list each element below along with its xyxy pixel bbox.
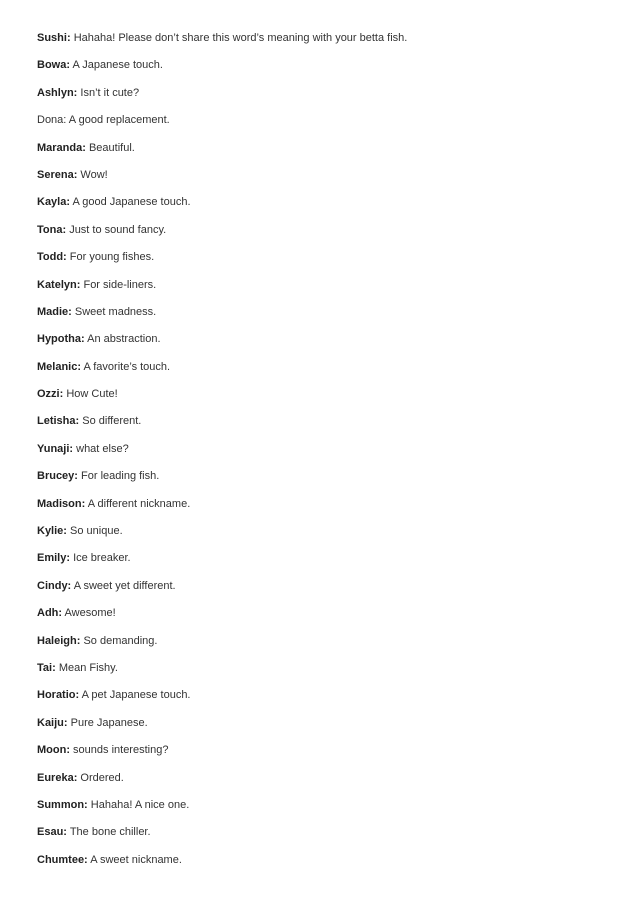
entry-text: Awesome! bbox=[64, 607, 116, 620]
entry-name: Madie: bbox=[37, 305, 72, 318]
name-entry-kayla bbox=[37, 195, 617, 209]
name-entry-bowa bbox=[37, 58, 617, 72]
entry-text: sounds interesting? bbox=[73, 744, 169, 757]
entry-text: Isn’t it cute? bbox=[80, 86, 140, 99]
name-entry-dona bbox=[37, 113, 617, 127]
entry-name: Tona: bbox=[37, 223, 67, 236]
name-entry-moon bbox=[37, 743, 617, 757]
entry-name: Adh: bbox=[37, 607, 63, 620]
entry-text: Hahaha! A nice one. bbox=[90, 798, 190, 811]
name-entry-kaiju bbox=[37, 716, 617, 730]
name-entry-horatio bbox=[37, 688, 617, 702]
entry-text: The bone chiller. bbox=[69, 826, 151, 839]
entry-text: A sweet yet different. bbox=[73, 579, 176, 592]
entry-text: Mean Fishy. bbox=[58, 661, 118, 674]
entry-name: Esau: bbox=[37, 826, 67, 839]
entry-name: Kaiju: bbox=[37, 716, 68, 729]
name-entry-todd bbox=[37, 250, 617, 264]
name-entry-chumtee bbox=[37, 853, 617, 867]
name-entry-cindy bbox=[37, 579, 617, 593]
name-entry-emily bbox=[37, 551, 617, 565]
entry-name: Kylie: bbox=[37, 525, 67, 538]
entry-name: Yunaji: bbox=[37, 442, 74, 455]
entry-name: Katelyn: bbox=[37, 278, 81, 291]
entry-text: An abstraction. bbox=[87, 333, 161, 346]
name-entry-katelyn bbox=[37, 278, 617, 292]
document-page bbox=[37, 31, 617, 880]
name-entry-tai bbox=[37, 661, 617, 675]
name-entry-eureka bbox=[37, 771, 617, 785]
entry-text: Beautiful. bbox=[88, 141, 135, 154]
entry-name: Hypotha: bbox=[37, 333, 85, 346]
entry-text: So different. bbox=[82, 415, 142, 428]
name-entry-sushi bbox=[37, 31, 617, 45]
entry-text: For young fishes. bbox=[69, 251, 155, 264]
entry-name: Letisha: bbox=[37, 415, 80, 428]
entry-name: Bowa: bbox=[37, 59, 70, 72]
entry-text: So demanding. bbox=[83, 634, 158, 647]
entry-name: Moon: bbox=[37, 744, 70, 757]
entry-text: A good Japanese touch. bbox=[72, 196, 191, 209]
entry-text: For side-liners. bbox=[83, 278, 157, 291]
entry-name: Tai: bbox=[37, 661, 56, 674]
name-entry-adh bbox=[37, 606, 617, 620]
entry-name: Emily: bbox=[37, 552, 71, 565]
entry-text: A sweet nickname. bbox=[90, 853, 182, 866]
entry-name: Madison: bbox=[37, 497, 86, 510]
entry-name: Todd: bbox=[37, 251, 67, 264]
entry-text: So unique. bbox=[70, 525, 123, 538]
name-entry-summon bbox=[37, 798, 617, 812]
entry-name: Horatio: bbox=[37, 689, 80, 702]
name-entry-ozzi bbox=[37, 387, 617, 401]
entry-name: Chumtee: bbox=[37, 853, 88, 866]
entry-text: For leading fish. bbox=[81, 470, 160, 483]
name-entry-maranda bbox=[37, 141, 617, 155]
entry-text: Hahaha! Please don’t share this word’s meaning with your betta fish. bbox=[73, 32, 408, 44]
entry-name: Sushi: bbox=[37, 32, 71, 44]
entry-text: A favorite’s touch. bbox=[83, 360, 171, 373]
entry-name: Melanic: bbox=[37, 360, 82, 373]
name-entry-madie bbox=[37, 305, 617, 319]
entry-name: Serena: bbox=[37, 168, 78, 181]
entry-text: what else? bbox=[76, 442, 129, 455]
entry-text: Ordered. bbox=[80, 771, 124, 784]
entry-text: Wow! bbox=[80, 168, 108, 181]
name-entry-letisha bbox=[37, 414, 617, 428]
name-entry-melanic bbox=[37, 360, 617, 374]
name-entry-serena bbox=[37, 168, 617, 182]
entry-text: How Cute! bbox=[66, 388, 118, 401]
entry-text: Sweet madness. bbox=[74, 305, 157, 318]
name-entry-tona bbox=[37, 223, 617, 237]
entry-name: Haleigh: bbox=[37, 634, 81, 647]
entry-name: Eureka: bbox=[37, 771, 78, 784]
entry-text: A pet Japanese touch. bbox=[81, 689, 191, 702]
name-entry-brucey bbox=[37, 469, 617, 483]
entry-name: Kayla: bbox=[37, 196, 71, 209]
name-entry-ashlyn bbox=[37, 86, 617, 100]
entry-text: Dona: A good replacement. bbox=[37, 114, 170, 127]
entry-name: Brucey: bbox=[37, 470, 78, 483]
name-entry-yunaji bbox=[37, 442, 617, 456]
name-entry-kylie bbox=[37, 524, 617, 538]
entry-text: Just to sound fancy. bbox=[69, 223, 167, 236]
name-entry-madison bbox=[37, 497, 617, 511]
entry-text: A Japanese touch. bbox=[72, 59, 163, 72]
entry-name: Ozzi: bbox=[37, 388, 64, 401]
name-entry-haleigh bbox=[37, 634, 617, 648]
entry-name: Maranda: bbox=[37, 141, 86, 154]
entry-text: Pure Japanese. bbox=[70, 716, 148, 729]
entry-text: Ice breaker. bbox=[73, 552, 131, 565]
entry-text: A different nickname. bbox=[87, 497, 191, 510]
name-entry-esau bbox=[37, 825, 617, 839]
entry-name: Ashlyn: bbox=[37, 86, 78, 99]
name-entry-hypotha bbox=[37, 332, 617, 346]
entry-name: Cindy: bbox=[37, 579, 72, 592]
entry-name: Summon: bbox=[37, 798, 88, 811]
